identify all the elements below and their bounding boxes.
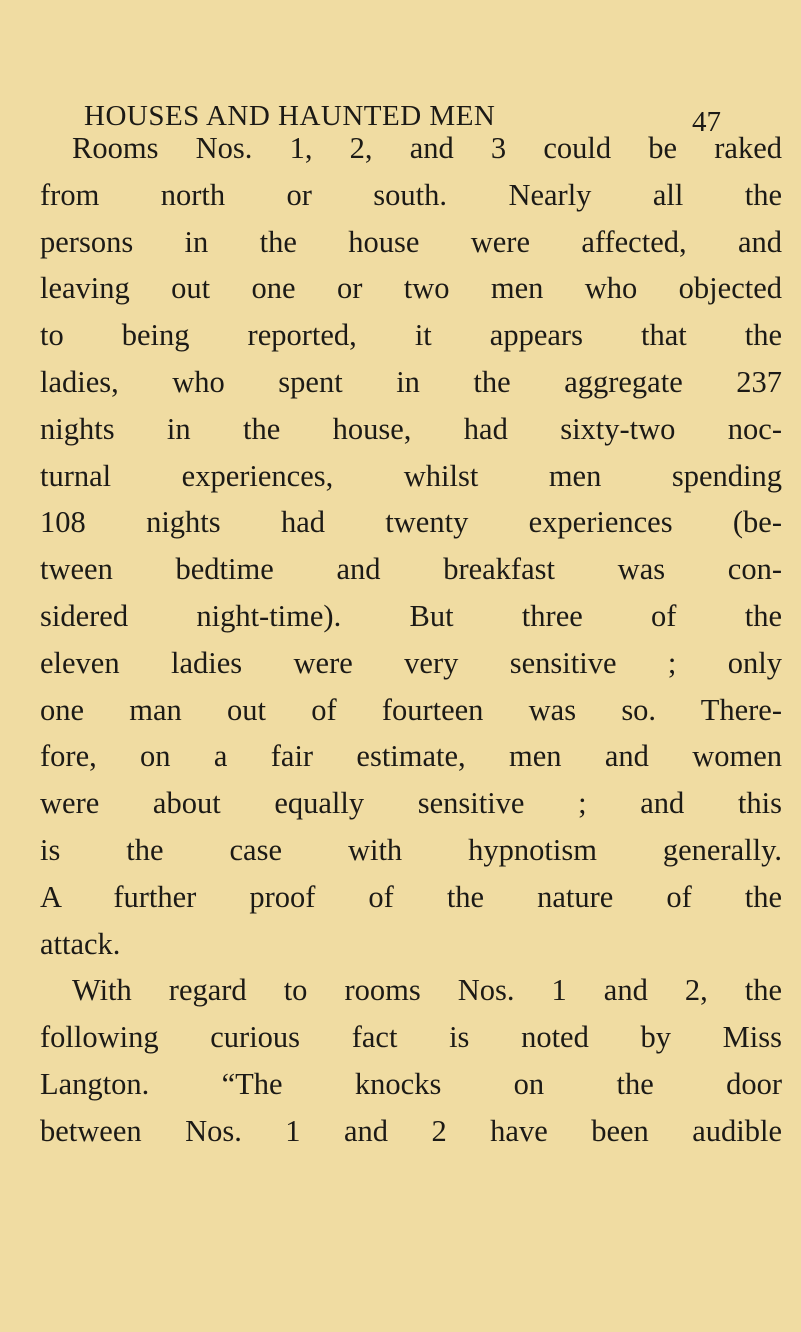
text-line: tween bedtime and breakfast was con- (40, 552, 782, 587)
text-line: one man out of fourteen was so. There- (40, 692, 782, 727)
text-line: eleven ladies were very sensitive ; only (40, 645, 782, 680)
text-line: fore, on a fair estimate, men and women (40, 739, 782, 774)
text-line: Langton. “The knocks on the door (40, 1067, 782, 1101)
text-line: attack. (40, 926, 121, 961)
text-line: A further proof of the nature of the (40, 879, 782, 914)
text-line: turnal experiences, whilst men spending (40, 458, 782, 493)
text-line: With regard to rooms Nos. 1 and 2, the (72, 973, 782, 1008)
text-line: persons in the house were affected, and (40, 224, 782, 259)
text-line: nights in the house, had sixty-two noc- (40, 411, 782, 446)
text-line: leaving out one or two men who objected (40, 271, 782, 306)
text-line: Rooms Nos. 1, 2, and 3 could be raked (72, 131, 782, 165)
text-line: ladies, who spent in the aggregate 237 (40, 365, 782, 399)
page-number: 47 (692, 106, 721, 138)
text-line: following curious fact is noted by Miss (40, 1020, 782, 1055)
text-line: sidered night-time). But three of the (40, 599, 782, 633)
text-line: were about equally sensitive ; and this (40, 786, 782, 821)
text-line: from north or south. Nearly all the (40, 177, 782, 212)
text-line: 108 nights had twenty experiences (be- (40, 505, 782, 540)
running-header: HOUSES AND HAUNTED MEN (84, 100, 496, 132)
text-line: to being reported, it appears that the (40, 318, 782, 353)
text-line: between Nos. 1 and 2 have been audible (40, 1113, 782, 1148)
text-line: is the case with hypnotism generally. (40, 833, 782, 867)
